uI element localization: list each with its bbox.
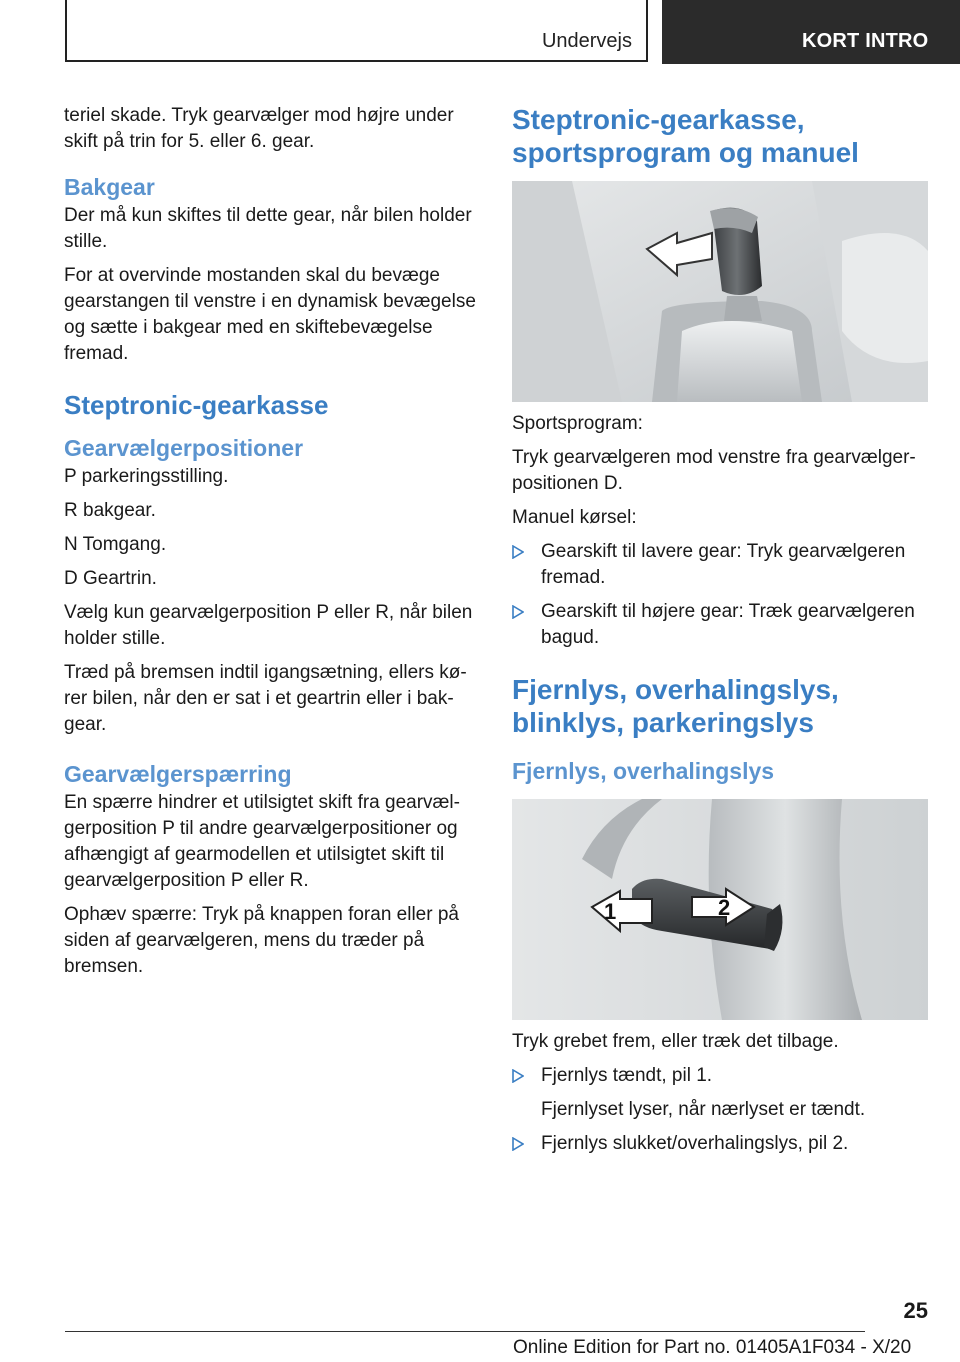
arrow-label-1: 1 [604,899,617,924]
bakgear-heading: Bakgear [64,174,155,200]
header-section-box [65,0,648,62]
lock-paragraph-1: En spærre hindrer et utilsigtet skift fra gearvæl‐gerposition P til andre gearvælgerpositioner og afhængigt af gearmodellen et utilsigtet skift til gearvælgerposition P eller R. [64,792,460,891]
position-d: D Geartrin. [64,568,157,589]
lights-item-1-note: Fjernlyset lyser, når nærlyset er tændt. [541,1099,866,1120]
lights-paragraph: Tryk grebet frem, eller træk det tilbage. [512,1031,839,1052]
lights-item-1-text: Fjernlys tændt, pil 1. [541,1065,713,1086]
bakgear-paragraph-1: Der må kun skiftes til dette gear, når bilen holder stille. [64,205,472,252]
lights-item-1 [512,1063,930,1089]
header-section-title: Undervejs [541,30,632,52]
position-n: N Tomgang. [64,534,167,555]
manual-item-2-text: Gearskift til højere gear: Træk gearvælgeren bagud. [541,601,915,648]
manual-item-1 [512,539,930,591]
lights-item-2-text: Fjernlys slukket/overhalingslys, pil 2. [541,1133,849,1154]
footer-divider [65,1331,865,1332]
positions-note-1: Vælg kun gearvælgerposition P eller R, når bilen holder stille. [64,602,473,649]
light-stalk-figure [512,799,928,1020]
left-column [64,103,480,988]
page-number: 25 [903,1298,928,1323]
intro-paragraph: teriel skade. Tryk gearvælger mod højre under skift på trin for 5. eller 6. gear. [64,105,454,152]
sport-paragraph: Tryk gearvælgeren mod venstre fra gearvælger‐positionen D. [512,447,916,494]
arrow-label-2: 2 [718,895,731,920]
positions-note-2: Træd på bremsen indtil igangsætning, ellers kø‐rer bilen, når den er sat i et geartrin eller i bak‐gear. [64,662,467,735]
lock-heading: Gearvælgerspærring [64,761,292,787]
position-p: P parkeringsstilling. [64,466,229,487]
lights-item-2 [512,1131,930,1157]
bullet-triangle-icon [512,545,524,559]
header-chapter-tab: KORT INTRO [662,0,960,64]
steptronic-heading: Steptronic-gearkasse [64,390,329,420]
light-stalk-illustration [512,799,928,1020]
manual-item-1-text: Gearskift til lavere gear: Tryk gearvælgeren fremad. [541,541,906,588]
manual-label: Manuel kørsel: [512,507,637,528]
sport-label: Sportsprogram: [512,413,643,434]
bakgear-paragraph-2: For at overvinde mostanden skal du bevæge gearstangen til venstre i en dynamisk bevægelse og sætte i bakgear med en skiftebevægelse fremad. [64,265,476,364]
positions-heading: Gearvælgerpositioner [64,435,304,461]
sport-heading: Steptronic-gearkasse, sportsprogram og manuel [512,104,859,168]
lock-paragraph-2: Ophæv spærre: Tryk på knappen foran eller på siden af gearvælgeren, mens du træder på bremsen. [64,904,459,977]
gear-selector-illustration [512,181,928,402]
position-r: R bakgear. [64,500,156,521]
lights-heading: Fjernlys, overhalingslys, blinklys, parkeringslys [512,674,839,738]
right-column [512,103,930,1165]
bullet-triangle-icon [512,1069,524,1083]
bullet-triangle-icon [512,605,524,619]
footer-edition: Online Edition for Part no. 01405A1F034 - X/20 [513,1337,912,1358]
manual-item-2 [512,599,930,651]
bullet-triangle-icon [512,1137,524,1151]
gear-selector-figure [512,181,928,402]
highbeam-heading: Fjernlys, overhalingslys [512,758,775,784]
